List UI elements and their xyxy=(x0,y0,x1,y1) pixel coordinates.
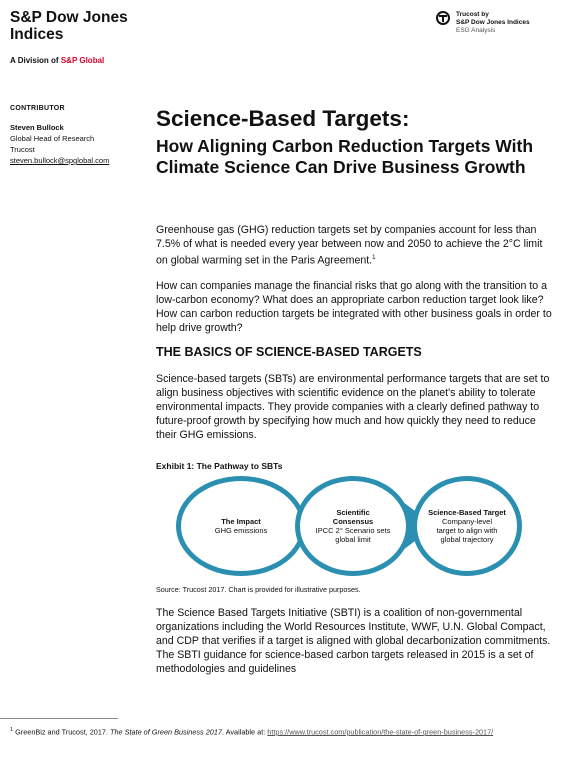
step-heading: Science-Based Target xyxy=(428,508,506,517)
exhibit-source: Source: Trucost 2017. Chart is provided for illustrative purposes. xyxy=(156,585,361,594)
partner-line-3: ESG Analysis xyxy=(456,27,496,34)
sbt-paragraph: Science-based targets (SBTs) are environmental performance targets that are set to align business objectives with scientific evidence on the planet's ability to tolerate environmental impacts. They provide companies with a clearly defined pathway to future-proof growth by specifying how much and how quickly they need to reduce their GHG emissions. xyxy=(156,373,550,441)
partner-line-1: Trucost by xyxy=(456,11,489,18)
step-impact-inner xyxy=(181,481,301,571)
step-heading: Scientific Consensus xyxy=(332,508,374,526)
page-subtitle: How Aligning Carbon Reduction Targets With Climate Science Can Drive Business Growth xyxy=(156,136,534,177)
exhibit-step-impact xyxy=(176,476,306,576)
exhibit-title: Exhibit 1: The Pathway to SBTs xyxy=(156,461,283,471)
division-brand: S&P Global xyxy=(60,56,105,65)
footnote xyxy=(10,726,540,736)
questions-paragraph: How can companies manage the financial risks that go along with the transition to a low-carbon economy? What does an appropriate carbon reduction target look like? How can carbon reduction targets be integrated with other business goals in order to help drive growth? xyxy=(156,280,552,334)
footnote-divider xyxy=(0,718,118,719)
footnote-mark: 1 xyxy=(10,727,14,733)
step-target-inner xyxy=(417,481,517,571)
brand-line-2: Indices xyxy=(10,26,64,43)
footnote-ref[interactable]: 1 xyxy=(372,255,376,261)
sp-dji-logo xyxy=(10,9,128,43)
step-text: GHG emissions xyxy=(214,526,268,535)
contributor-name: Steven Bullock xyxy=(10,123,64,132)
brand-line-1: S&P Dow Jones xyxy=(10,9,128,26)
contributor-email-link[interactable]: steven.bullock@spglobal.com xyxy=(10,156,110,165)
step-heading: The Impact xyxy=(221,517,261,526)
partner-line-2: S&P Dow Jones Indices xyxy=(456,19,530,26)
division-line xyxy=(10,56,104,65)
section-heading: THE BASICS OF SCIENCE-BASED TARGETS xyxy=(156,345,422,359)
intro-text: Greenhouse gas (GHG) reduction targets set by companies account for less than 7.5% of what is needed every year between now and 2050 to achieve the 2°C limit on global warming set in the Paris Agreement. xyxy=(156,224,543,267)
division-prefix: A Division of xyxy=(10,56,61,65)
step-consensus-inner xyxy=(300,481,406,571)
footnote-text: GreenBiz and Trucost, 2017. xyxy=(15,727,111,737)
contributor-block xyxy=(10,122,109,166)
footnote-mid: . Available at: xyxy=(221,727,268,737)
step-text: IPCC 2° Scenario sets global limit xyxy=(315,526,391,544)
intro-paragraph xyxy=(156,223,556,268)
step-text: Company-level target to align with global trajectory xyxy=(436,517,498,544)
trucost-branding xyxy=(456,11,530,35)
sbti-paragraph: The Science Based Targets Initiative (SBTI) is a coalition of non-governmental organizations including the World Resources Institute, WWF, U.N. Global Compact, and CDP that verifies if a target is aligned with global decarbonization commitments. The SBTI guidance for science-based carbon targets released in 2015 is a set of methodologies and guidelines xyxy=(156,607,551,675)
trucost-logo-icon xyxy=(436,11,450,25)
exhibit-step-target xyxy=(412,476,522,576)
contributor-heading: CONTRIBUTOR xyxy=(10,105,65,112)
contributor-org: Trucost xyxy=(10,145,35,154)
footnote-link[interactable]: https://www.trucost.com/publication/the-state-of-green-business-2017/ xyxy=(267,727,494,737)
contributor-role: Global Head of Research xyxy=(10,134,95,143)
footnote-title: The State of Green Business 2017 xyxy=(110,727,222,737)
page-title: Science-Based Targets: xyxy=(156,106,410,131)
exhibit-step-consensus xyxy=(295,476,411,576)
